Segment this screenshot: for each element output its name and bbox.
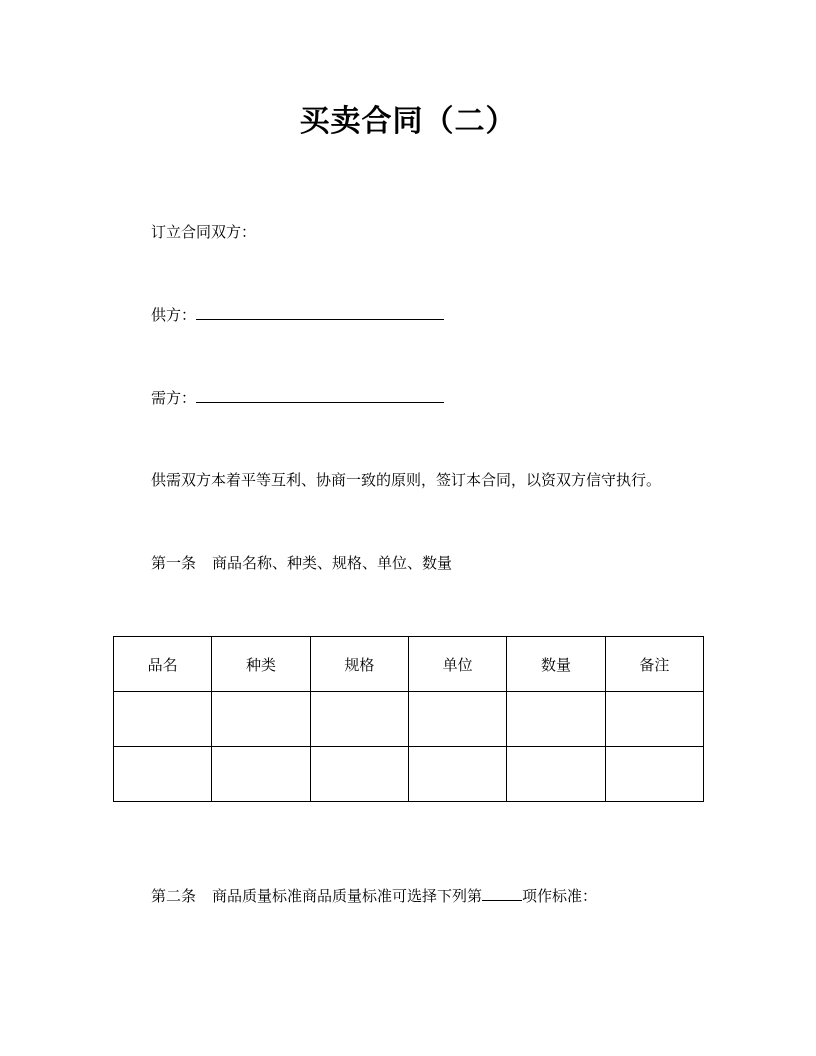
- table-cell[interactable]: [114, 692, 212, 747]
- table-cell[interactable]: [212, 692, 310, 747]
- goods-table: [113, 636, 704, 802]
- article-2-heading: [151, 886, 597, 906]
- supplier-line: [151, 305, 444, 325]
- table-row: [114, 747, 704, 802]
- article-2-text-after: 项作标准：: [522, 887, 598, 905]
- table-cell[interactable]: [507, 692, 605, 747]
- supplier-label: 供方：: [151, 306, 197, 324]
- header-remarks: 备注: [605, 637, 703, 692]
- table-cell[interactable]: [507, 747, 605, 802]
- document-title: 买卖合同（二）: [299, 104, 517, 139]
- buyer-line: [151, 388, 444, 408]
- article-1-number: 第一条: [151, 554, 197, 572]
- article-2-number: 第二条: [151, 887, 197, 905]
- header-quantity: 数量: [507, 637, 605, 692]
- header-specification: 规格: [310, 637, 408, 692]
- table-cell[interactable]: [212, 747, 310, 802]
- header-product-name: 品名: [114, 637, 212, 692]
- table-cell[interactable]: [114, 747, 212, 802]
- buyer-blank[interactable]: [196, 388, 444, 403]
- article-2-text-before: 商品质量标准商品质量标准可选择下列第: [212, 887, 483, 905]
- table-row: [114, 692, 704, 747]
- supplier-blank[interactable]: [196, 305, 444, 320]
- table-cell[interactable]: [605, 747, 703, 802]
- table-cell[interactable]: [310, 747, 408, 802]
- standard-item-blank[interactable]: [482, 886, 522, 901]
- parties-label: 订立合同双方：: [151, 223, 257, 241]
- article-1-heading: [151, 553, 452, 573]
- table-cell[interactable]: [310, 692, 408, 747]
- header-category: 种类: [212, 637, 310, 692]
- header-unit: 单位: [408, 637, 506, 692]
- table-cell[interactable]: [605, 692, 703, 747]
- table-cell[interactable]: [408, 692, 506, 747]
- goods-table-header-row: [114, 637, 704, 692]
- intro-paragraph: 供需双方本着平等互利、协商一致的原则，签订本合同，以资双方信守执行。: [151, 471, 662, 489]
- buyer-label: 需方：: [151, 389, 197, 407]
- article-1-title: 商品名称、种类、规格、单位、数量: [212, 554, 453, 572]
- table-cell[interactable]: [408, 747, 506, 802]
